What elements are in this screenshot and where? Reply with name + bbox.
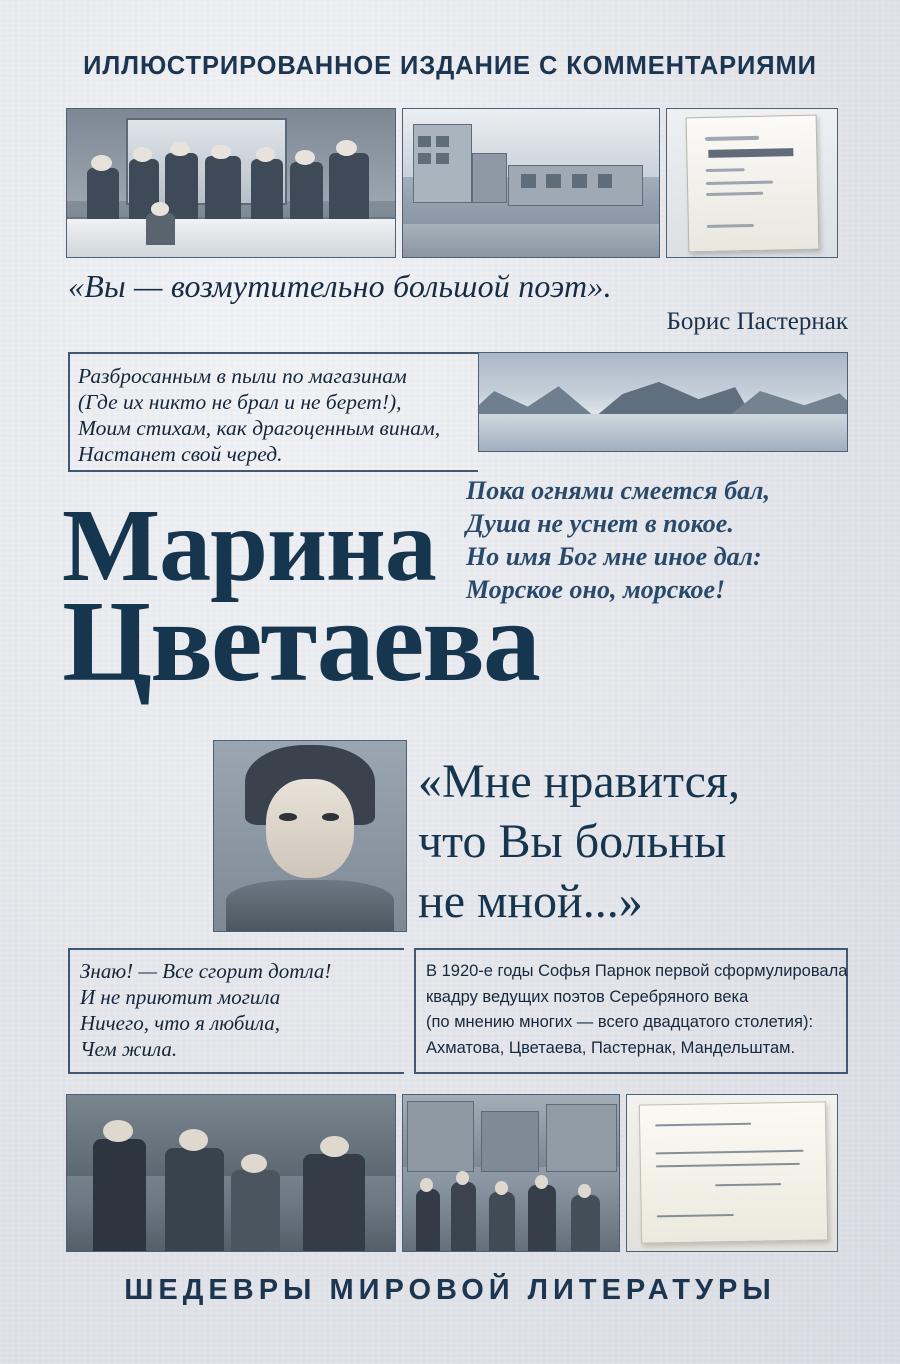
annotation-line: (по мнению многих — всего двадцатого столетия): [426,1013,814,1031]
annotation-box [414,948,848,1074]
annotation-line: Ахматова, Цветаева, Пастернак, Мандельштам. [426,1038,796,1057]
author-last-name: Цветаева [62,578,539,706]
photo-handwritten-letter [626,1094,838,1252]
poem-bottom-box [68,948,404,1074]
photo-group-portrait-interior [66,108,396,258]
poem-right-line: Пока огнями смеется бал, [466,476,771,505]
author-first-name: Марина [62,488,436,603]
photo-soldiers-street-scene [402,1094,620,1252]
poem-right-line: Душа не уснет в покое. [466,509,734,538]
poem-bottom-line: Ничего, что я любила, [80,1011,281,1035]
poem-left-box [68,352,478,472]
poem-left-line: Разбросанным в пыли по магазинам [78,364,407,388]
annotation-line: квадру ведущих поэтов Серебряного века [426,987,749,1006]
bottom-photo-strip [66,1094,838,1252]
poem-right-line: Но имя Бог мне иное дал: [466,542,762,571]
poem-bottom-line: И не приютит могила [80,985,281,1009]
poem-right-line: Морское оно, морское! [466,575,726,604]
photo-author-portrait [213,740,407,932]
top-banner-text: ИЛЛЮСТРИРОВАННОЕ ИЗДАНИЕ С КОММЕНТАРИЯМИ [83,52,817,80]
pasternak-quote: «Вы — возмутительно большой поэт». [68,268,612,304]
photo-book-cover-vecherniy-albom [666,108,838,258]
author-name [62,488,539,706]
pasternak-quote-author: Борис Пастернак [666,308,848,335]
photo-coastal-landscape [478,352,848,452]
top-photo-strip [66,108,838,258]
poem-bottom-line: Чем жила. [80,1037,178,1061]
poem-left-line: (Где их никто не брал и не берет!), [78,390,402,414]
book-title [418,752,866,932]
annotation-line: В 1920-е годы Софья Парнок первой сформулировала [426,962,848,980]
photo-family-group-outdoors [66,1094,396,1252]
poem-left-line: Настанет свой черед. [78,442,283,466]
book-title-line: не мной...» [418,875,643,928]
book-title-line: что Вы больны [418,815,727,868]
book-title-line: «Мне нравится, [418,755,740,808]
poem-bottom-line: Знаю! — Все сгорит дотла! [80,959,332,983]
series-banner-text: ШЕДЕВРЫ МИРОВОЙ ЛИТЕРАТУРЫ [124,1274,776,1306]
poem-left-line: Моим стихам, как драгоценным винам, [78,416,441,440]
photo-street-buildings [402,108,660,258]
